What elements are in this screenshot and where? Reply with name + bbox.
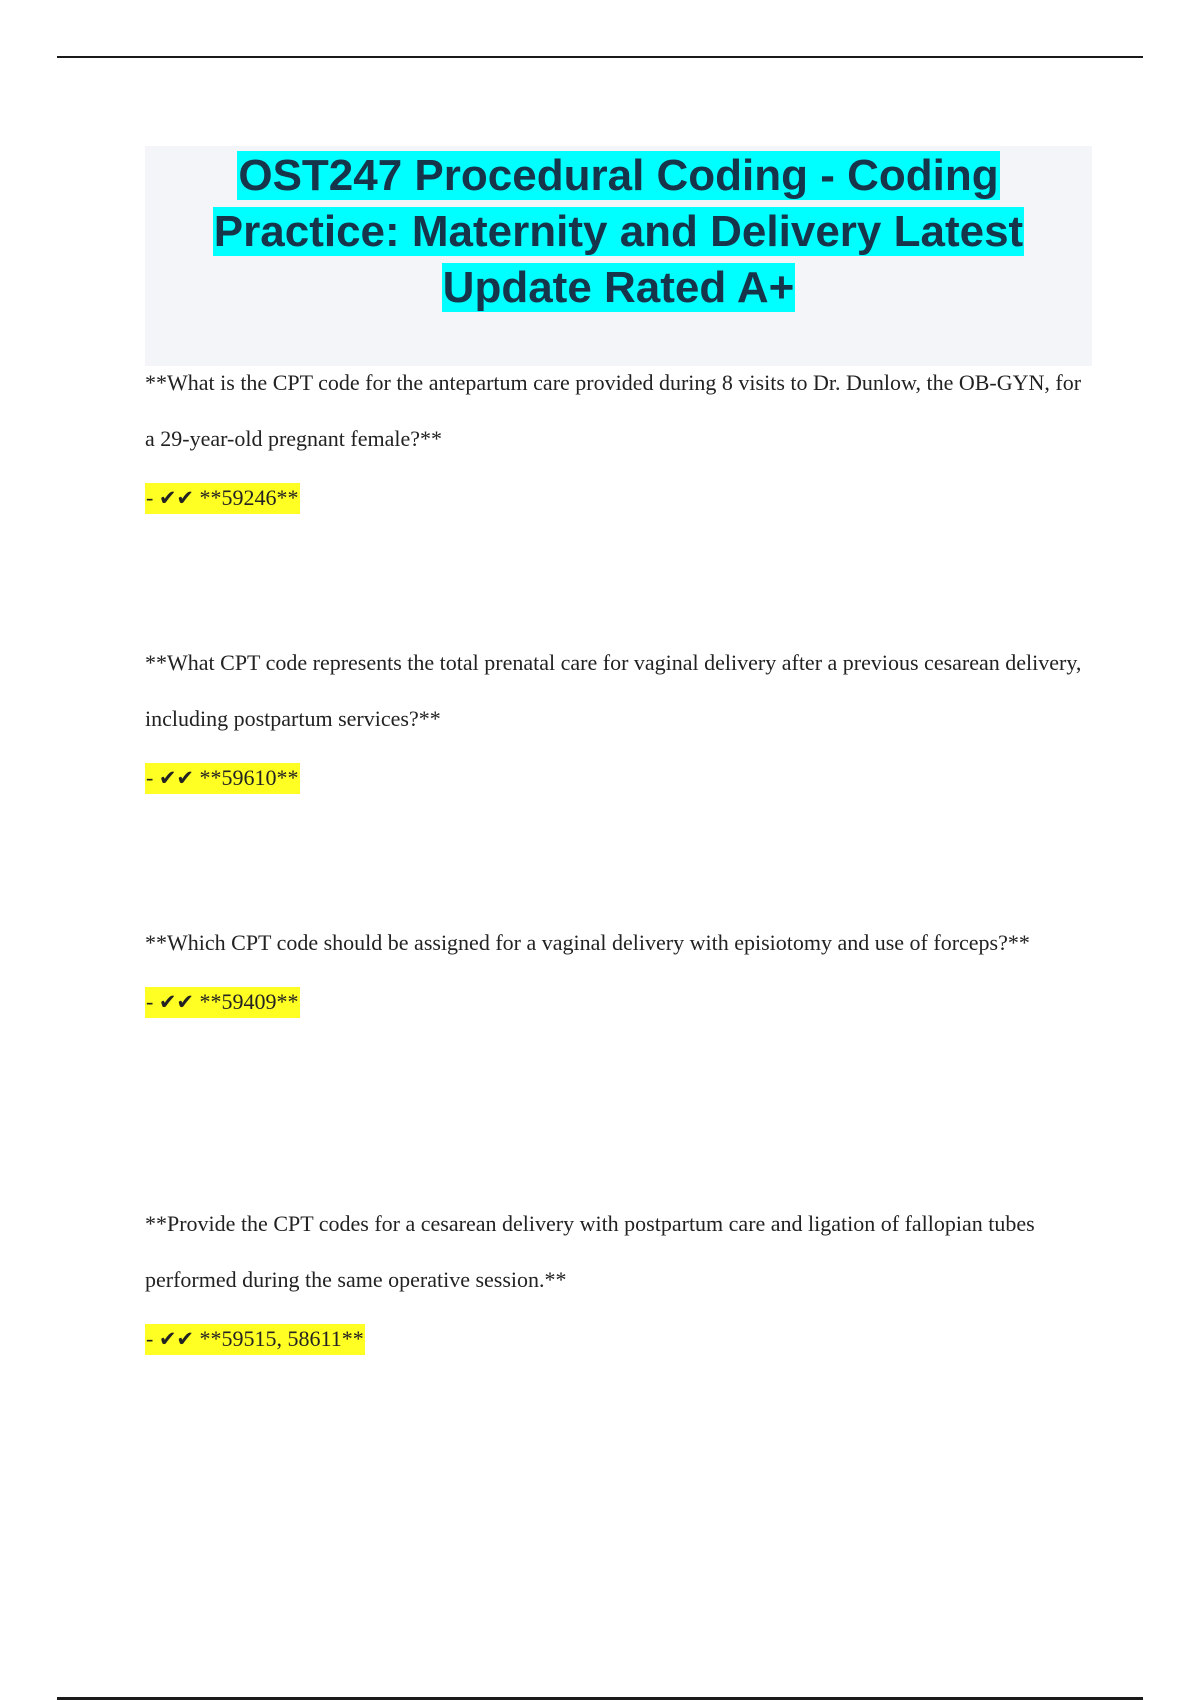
double-check-icon: ✔✔	[158, 766, 195, 790]
answer-code: **59515, 58611**	[199, 1326, 364, 1351]
answer-highlight	[145, 1324, 365, 1355]
question-text: **What CPT code represents the total prenatal care for vaginal delivery after a previous cesarean delivery, including postpartum services?**	[145, 650, 1082, 731]
qa-item-4	[145, 1196, 1095, 1356]
answer-code: **59246**	[199, 485, 299, 510]
answer-code: **59409**	[199, 989, 299, 1014]
top-rule	[57, 56, 1143, 58]
answer-highlight	[145, 483, 300, 514]
document-title	[145, 148, 1092, 316]
double-check-icon: ✔✔	[158, 990, 195, 1014]
answer-line	[145, 985, 1095, 1019]
title-line-1: OST247 Procedural Coding - Coding	[238, 151, 999, 200]
double-check-icon: ✔✔	[158, 1327, 195, 1351]
qa-item-2	[145, 635, 1095, 795]
title-line-3: Update Rated A+	[442, 263, 795, 312]
title-line-2: Practice: Maternity and Delivery Latest	[213, 207, 1024, 256]
question-text: **Provide the CPT codes for a cesarean delivery with postpartum care and ligation of fallopian tubes performed during the same operative session.**	[145, 1211, 1035, 1292]
answer-prefix: -	[146, 1326, 159, 1351]
answer-line	[145, 761, 1095, 795]
answer-code: **59610**	[199, 765, 299, 790]
qa-item-1	[145, 355, 1095, 515]
answer-prefix: -	[146, 485, 159, 510]
answer-prefix: -	[146, 765, 159, 790]
answer-highlight	[145, 763, 300, 794]
qa-item-3	[145, 915, 1095, 1019]
answer-line	[145, 1322, 1095, 1356]
question-text: **What is the CPT code for the antepartum care provided during 8 visits to Dr. Dunlow, the OB-GYN, for a 29-year-old pregnant female?**	[145, 370, 1082, 451]
question-text: **Which CPT code should be assigned for a vaginal delivery with episiotomy and use of forceps?**	[145, 930, 1030, 955]
answer-line	[145, 481, 1095, 515]
answer-highlight	[145, 987, 300, 1018]
answer-prefix: -	[146, 989, 159, 1014]
double-check-icon: ✔✔	[158, 486, 195, 510]
